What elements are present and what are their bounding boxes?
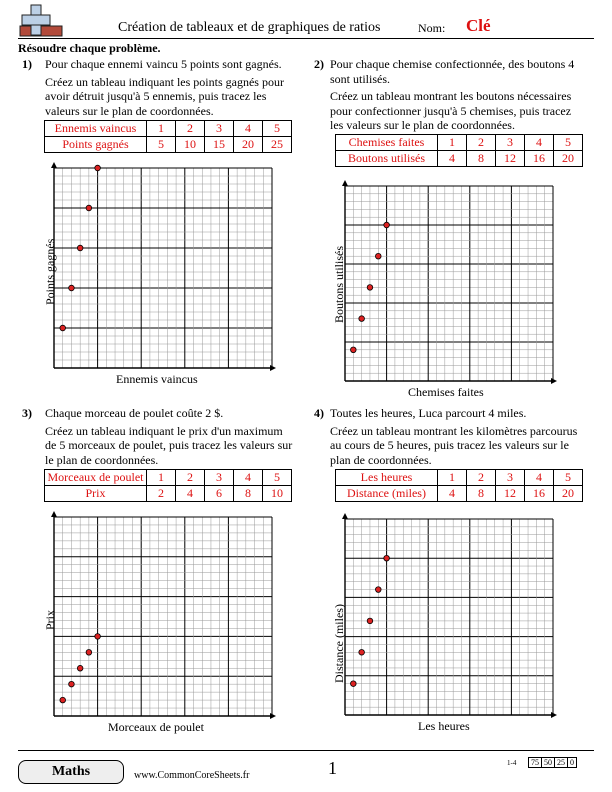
- table-row: [45, 470, 292, 486]
- table-row: [45, 121, 292, 137]
- table-cell: 15: [205, 137, 234, 153]
- ratio-table: [44, 469, 292, 502]
- table-cell: 1: [147, 470, 176, 486]
- data-point: [86, 650, 92, 656]
- data-point: [367, 618, 373, 624]
- data-point: [95, 165, 101, 171]
- table-cell: 2: [176, 470, 205, 486]
- x-axis-label: Morceaux de poulet: [108, 720, 204, 734]
- y-axis-arrow-icon: [51, 162, 57, 168]
- y-axis-label: Points gagnés: [43, 238, 57, 305]
- name-label: Nom:: [418, 21, 446, 35]
- table-cell: 4: [176, 486, 205, 502]
- table-row: [45, 137, 292, 153]
- table-cell: 12: [496, 486, 525, 502]
- table-cell: Chemises faites: [336, 135, 438, 151]
- table-cell: 4: [525, 470, 554, 486]
- problem-number: 4): [314, 406, 324, 420]
- coordinate-grid: [335, 178, 557, 386]
- problem-text: Pour chaque chemise confectionnée, des boutons 4 sont utilisés. Créez un tableau montrant les boutons nécessaires pour confectionner jusqu'à 5 chemises, puis tracez les valeurs sur le plan de coordonnées.: [330, 57, 575, 132]
- table-cell: 4: [525, 135, 554, 151]
- ratio-table: [335, 469, 583, 502]
- data-point: [351, 681, 357, 687]
- data-point: [86, 205, 92, 211]
- table-cell: 4: [438, 151, 467, 167]
- y-axis-arrow-icon: [342, 513, 348, 519]
- table-cell: 16: [525, 486, 554, 502]
- table-cell: Prix: [45, 486, 147, 502]
- table-cell: 10: [176, 137, 205, 153]
- footer-divider: [18, 750, 594, 751]
- table-cell: 8: [467, 486, 496, 502]
- table-cell: 4: [438, 486, 467, 502]
- table-cell: 3: [205, 470, 234, 486]
- title-divider: [18, 38, 594, 39]
- table-cell: Ennemis vaincus: [45, 121, 147, 137]
- page-title: Création de tableaux et de graphiques de ratios: [118, 20, 381, 35]
- table-cell: 20: [554, 151, 583, 167]
- data-point: [359, 649, 365, 655]
- page-number: 1: [328, 758, 337, 778]
- y-axis-label: Distance (miles): [332, 604, 346, 683]
- x-axis-arrow-icon: [270, 713, 276, 719]
- table-cell: 12: [496, 151, 525, 167]
- table-cell: 5: [554, 135, 583, 151]
- data-point: [95, 634, 101, 640]
- y-axis-arrow-icon: [51, 511, 57, 517]
- problem-number: 1): [22, 57, 32, 71]
- table-cell: 5: [147, 137, 176, 153]
- site-url: www.CommonCoreSheets.fr: [134, 770, 250, 781]
- table-cell: Morceaux de poulet: [45, 470, 147, 486]
- data-point: [69, 285, 75, 291]
- table-cell: 20: [234, 137, 263, 153]
- subject-badge: Maths: [18, 760, 124, 784]
- data-point: [77, 245, 83, 251]
- table-cell: 8: [234, 486, 263, 502]
- y-axis-arrow-icon: [342, 180, 348, 186]
- table-row: [336, 486, 583, 502]
- problem-text: Chaque morceau de poulet coûte 2 $. Créez un tableau indiquant le prix d'un maximum de 5 morceaux de poulet, puis tracez les valeurs sur le plan de coordonnées.: [45, 406, 293, 467]
- table-cell: 2: [467, 135, 496, 151]
- ratio-table: [335, 134, 583, 167]
- table-cell: 20: [554, 486, 583, 502]
- table-cell: 25: [263, 137, 292, 153]
- table-cell: Points gagnés: [45, 137, 147, 153]
- x-axis-arrow-icon: [551, 712, 557, 718]
- data-point: [375, 587, 381, 593]
- table-cell: 10: [263, 486, 292, 502]
- table-cell: Boutons utilisés: [336, 151, 438, 167]
- table-row: [336, 470, 583, 486]
- data-point: [77, 665, 83, 671]
- score-cell: 75: [529, 758, 542, 768]
- table-cell: 5: [554, 470, 583, 486]
- table-cell: 3: [496, 470, 525, 486]
- table-cell: Distance (miles): [336, 486, 438, 502]
- table-row: [336, 135, 583, 151]
- problem-text: Pour chaque ennemi vaincu 5 points sont gagnés. Créez un tableau indiquant les points gagnés pour avoir détruit jusqu'à 5 ennemis, puis tracez les valeurs sur le plan de coordonnées.: [45, 57, 284, 118]
- data-point: [384, 555, 390, 561]
- x-axis-label: Les heures: [418, 719, 470, 733]
- coordinate-grid: [44, 509, 276, 721]
- data-point: [60, 325, 66, 331]
- table-cell: 1: [147, 121, 176, 137]
- table-cell: 5: [263, 470, 292, 486]
- table-cell: 2: [147, 486, 176, 502]
- table-cell: 2: [176, 121, 205, 137]
- score-cell: 0: [568, 758, 577, 768]
- table-cell: 4: [234, 121, 263, 137]
- table-cell: Les heures: [336, 470, 438, 486]
- data-point: [359, 316, 365, 322]
- data-point: [60, 697, 66, 703]
- problem-number: 3): [22, 406, 32, 420]
- coordinate-grid: [335, 511, 557, 720]
- table-row: [336, 151, 583, 167]
- table-cell: 8: [467, 151, 496, 167]
- table-row: [529, 758, 577, 768]
- x-axis-label: Chemises faites: [408, 385, 484, 399]
- table-cell: 4: [234, 470, 263, 486]
- coordinate-grid: [44, 160, 276, 373]
- problem-number: 2): [314, 57, 324, 71]
- name-value: Clé: [466, 16, 491, 35]
- y-axis-label: Prix: [43, 609, 57, 630]
- table-cell: 2: [467, 470, 496, 486]
- data-point: [351, 347, 357, 353]
- table-cell: 5: [263, 121, 292, 137]
- table-row: [45, 486, 292, 502]
- table-cell: 1: [438, 135, 467, 151]
- x-axis-label: Ennemis vaincus: [116, 372, 198, 386]
- y-axis-label: Boutons utilisés: [332, 245, 346, 323]
- table-cell: 6: [205, 486, 234, 502]
- score-cell: 50: [542, 758, 555, 768]
- table-cell: 3: [496, 135, 525, 151]
- x-axis-arrow-icon: [551, 378, 557, 384]
- instructions: Résoudre chaque problème.: [18, 41, 161, 55]
- data-point: [367, 285, 373, 291]
- problem-text: Toutes les heures, Luca parcourt 4 miles. Créez un tableau montrant les kilomètres parcourus au cours de 5 heures, puis tracez les valeurs sur le plan de coordonnées.: [330, 406, 578, 467]
- data-point: [375, 253, 381, 259]
- x-axis-arrow-icon: [270, 365, 276, 371]
- data-point: [69, 681, 75, 687]
- ratio-table: [44, 120, 292, 153]
- table-cell: 16: [525, 151, 554, 167]
- table-cell: 1: [438, 470, 467, 486]
- score-cell: 25: [555, 758, 568, 768]
- score-table: [528, 757, 577, 768]
- table-cell: 3: [205, 121, 234, 137]
- score-range: 1-4: [507, 759, 517, 767]
- data-point: [384, 222, 390, 228]
